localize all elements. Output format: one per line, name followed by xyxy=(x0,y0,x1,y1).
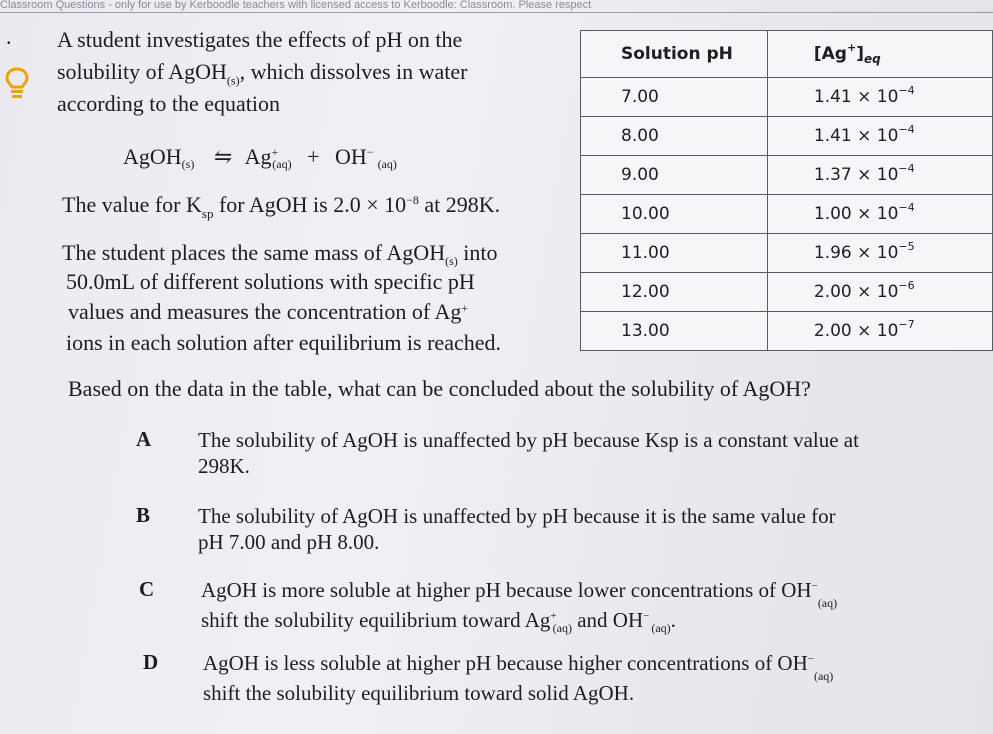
concentration-cell: $1.41 \times 10^{-4}$ xyxy=(767,78,992,117)
intro-line-3: according to the equation xyxy=(57,91,280,116)
ph-cell: 7.00 xyxy=(581,78,768,117)
header-solution-ph: Solution pH xyxy=(581,31,768,78)
concentration-cell: $1.00 \times 10^{-4}$ xyxy=(767,195,992,234)
concentration-cell: $2.00 \times 10^{-7}$ xyxy=(767,312,992,351)
question-stem: Based on the data in the table, what can be concluded about the solubility of AgOH? xyxy=(68,376,811,401)
header-strip: Classroom Questions - only for use by Kerboodle teachers with licensed access to Kerboodle: Classroom. Please respect xyxy=(0,0,993,13)
answer-d-letter[interactable]: D xyxy=(143,650,159,674)
ph-cell: 13.00 xyxy=(581,312,768,351)
ph-cell: 11.00 xyxy=(581,234,768,273)
table-row xyxy=(581,195,993,234)
table-row xyxy=(581,234,993,273)
table-row xyxy=(581,156,993,195)
answer-b-letter[interactable]: B xyxy=(136,503,151,527)
ph-cell: 12.00 xyxy=(581,273,768,312)
intro-line-1: A student investigates the effects of pH on the xyxy=(57,27,463,52)
answer-c-text[interactable]: AgOH is more soluble at higher pH because lower concentrations of $OH^-_{(aq)}$ shift the solubility equilibrium toward $Ag^+_{(aq)}$ and $OH^-_{(aq)}$. xyxy=(201,578,838,635)
method-line-4: ions in each solution after equilibrium is reached. xyxy=(66,330,501,355)
table-row xyxy=(581,312,993,351)
table-row xyxy=(581,273,993,312)
answer-b-text[interactable]: The solubility of AgOH is unaffected by pH because it is the same value for pH 7.00 and pH 8.00. xyxy=(198,504,836,554)
method-line-3: values and measures the concentration of Ag+ xyxy=(68,299,469,324)
ksp-statement: The value for $K_{sp}$ for AgOH is $2.0 \times 10^{-8}$ at 298K. xyxy=(62,192,501,221)
ph-cell: 8.00 xyxy=(581,117,768,156)
lightbulb-icon[interactable] xyxy=(4,66,30,100)
table-row xyxy=(581,78,993,117)
answer-d-text[interactable]: AgOH is less soluble at higher pH because higher concentrations of $OH^-_{(aq)}$ shift the solubility equilibrium toward solid AgOH. xyxy=(203,651,834,705)
table-header-row xyxy=(581,31,993,78)
method-line-2: 50.0mL of different solutions with specific pH xyxy=(66,269,475,294)
concentration-cell: $1.96 \times 10^{-5}$ xyxy=(767,234,992,273)
data-table xyxy=(580,30,993,351)
intro-line-2: solubility of AgOH$_{(s)}$, which dissolves in water xyxy=(57,59,468,88)
concentration-cell: $2.00 \times 10^{-6}$ xyxy=(767,273,992,312)
answer-a-letter[interactable]: A xyxy=(136,427,152,451)
concentration-cell: $1.37 \times 10^{-4}$ xyxy=(767,156,992,195)
concentration-cell: $1.41 \times 10^{-4}$ xyxy=(767,117,992,156)
ph-cell: 9.00 xyxy=(581,156,768,195)
answer-c-letter[interactable]: C xyxy=(139,577,155,601)
question-number: . xyxy=(6,24,12,49)
method-line-1: The student places the same mass of AgOH$_{(s)}$ into xyxy=(62,240,498,268)
ph-cell: 10.00 xyxy=(581,195,768,234)
table-row xyxy=(581,117,993,156)
header-ag-concentration: $[Ag^+]_{eq}$ xyxy=(767,31,992,78)
dissolution-equation: AgOH$_{(s)}$ ⇋ $Ag^+_{(aq)} + OH^-_{(aq)}$ xyxy=(123,144,397,171)
answer-a-text[interactable]: The solubility of AgOH is unaffected by pH because Ksp is a constant value at 298K. xyxy=(198,428,859,478)
